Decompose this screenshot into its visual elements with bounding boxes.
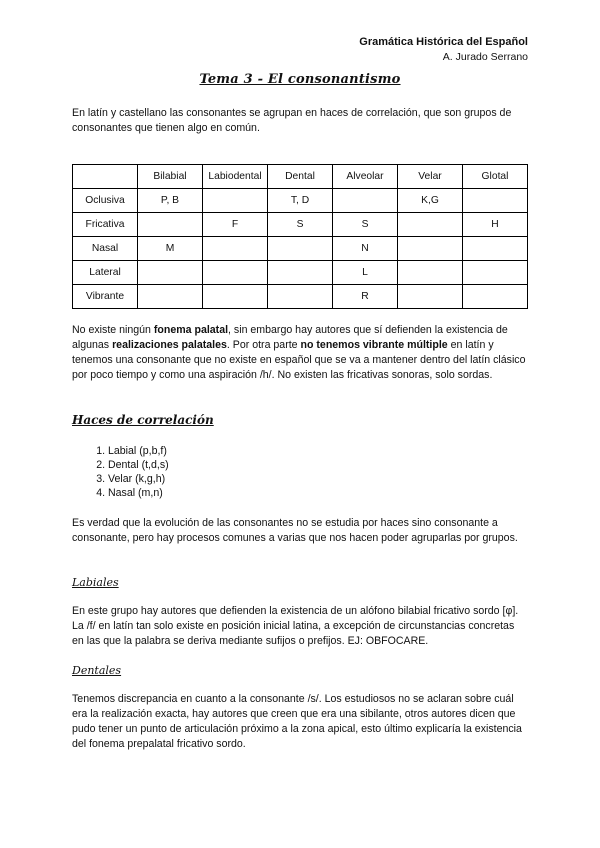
- list-item: 3. Velar (k,g,h): [108, 472, 169, 486]
- palatal-text-2: , sin embargo hay autores que sí defienden la existencia de algunas: [72, 324, 508, 351]
- list-item: 2. Dental (t,d,s): [108, 458, 169, 472]
- table-cell: [463, 261, 528, 285]
- table-cell: P, B: [138, 189, 203, 213]
- table-cell: [398, 285, 463, 309]
- table-cell: [203, 237, 268, 261]
- table-cell: K,G: [398, 189, 463, 213]
- table-header-row: [73, 165, 528, 189]
- table-cell: [268, 285, 333, 309]
- table-cell: [138, 285, 203, 309]
- palatal-bold-1: fonema palatal: [153, 324, 229, 336]
- dentales-paragraph: Tenemos discrepancia en cuanto a la consonante /s/. Los estudiosos no se aclaran sobre cuál era la realización exacta, hay autores que creen que era una sibilante, otros autores dicen que pudo tener un punto de articulación próximo a la zona apical, esto último explicaría la existencia del fonema prepalatal fricativo sordo.: [72, 693, 522, 750]
- table-cell: [398, 237, 463, 261]
- palatal-paragraph: [72, 323, 528, 383]
- palatal-bold-2: realizaciones palatales: [112, 339, 227, 351]
- table-cell: F: [203, 213, 268, 237]
- table-row-label: Lateral: [73, 261, 138, 285]
- haces-list: [72, 444, 169, 500]
- labiales-paragraph: En este grupo hay autores que defienden la existencia de un alófono bilabial fricativo sordo [φ]. La /f/ en latín tan solo existe en posición inicial latina, a excepción de circunstancias concretas en las que la palabra se deriva mediante sufijos o prefijos. EJ: OBFOCARE.: [72, 605, 519, 647]
- table-cell: H: [463, 213, 528, 237]
- table-cell: S: [333, 213, 398, 237]
- palatal-bold-3: no tenemos vibrante múltiple: [300, 339, 448, 351]
- table-row-label: Vibrante: [73, 285, 138, 309]
- table-header-cell: [73, 165, 138, 189]
- haces-heading: Haces de correlación: [72, 413, 214, 427]
- evolution-paragraph: Es verdad que la evolución de las consonantes no se estudia por haces sino consonante a consonante, pero hay procesos comunes a varias que nos hacen poder agruparlas por grupos.: [72, 517, 518, 544]
- table-cell: [463, 285, 528, 309]
- table-cell: [398, 261, 463, 285]
- table-row-label: Nasal: [73, 237, 138, 261]
- table-cell: [203, 189, 268, 213]
- table-header-cell: Glotal: [463, 165, 528, 189]
- table-row-label: Fricativa: [73, 213, 138, 237]
- table-cell: M: [138, 237, 203, 261]
- table-row: [73, 213, 528, 237]
- table-header-cell: Alveolar: [333, 165, 398, 189]
- table-header-cell: Bilabial: [138, 165, 203, 189]
- table-header-cell: Dental: [268, 165, 333, 189]
- labiales-heading: Labiales: [72, 576, 119, 589]
- table-cell: [463, 189, 528, 213]
- palatal-text-1: No existe ningún: [72, 324, 154, 336]
- table-cell: T, D: [268, 189, 333, 213]
- palatal-text-4: en latín y tenemos una consonante que no existe en español que se va a mantener dentro del latín clásico por poco tiempo y como una aspiración /h/. No existen las fricativas sonoras, solo sordas.: [72, 339, 526, 381]
- table-row: [73, 261, 528, 285]
- palatal-text-3: . Por otra parte: [226, 339, 301, 351]
- table-cell: R: [333, 285, 398, 309]
- intro-paragraph: En latín y castellano las consonantes se agrupan en haces de correlación, que son grupos de consonantes que tienen algo en común.: [72, 107, 512, 134]
- table-cell: [203, 261, 268, 285]
- table-cell: [268, 237, 333, 261]
- table-row: [73, 189, 528, 213]
- table-header-cell: Velar: [398, 165, 463, 189]
- table-row: [73, 237, 528, 261]
- table-row-label: Oclusiva: [73, 189, 138, 213]
- table-cell: [463, 237, 528, 261]
- consonant-table: [72, 164, 528, 309]
- table-row: [73, 285, 528, 309]
- table-cell: S: [268, 213, 333, 237]
- list-item: 1. Labial (p,b,f): [108, 444, 169, 458]
- table-cell: [268, 261, 333, 285]
- table-cell: [333, 189, 398, 213]
- document-title: Tema 3 - El consonantismo: [199, 72, 401, 87]
- table-cell: [138, 261, 203, 285]
- table-cell: L: [333, 261, 398, 285]
- table-cell: [398, 213, 463, 237]
- list-item: 4. Nasal (m,n): [108, 486, 169, 500]
- header-author: A. Jurado Serrano: [442, 51, 528, 63]
- table-cell: N: [333, 237, 398, 261]
- table-cell: [203, 285, 268, 309]
- table-cell: [138, 213, 203, 237]
- table-header-cell: Labiodental: [203, 165, 268, 189]
- header-course-title: Gramática Histórica del Español: [359, 36, 528, 48]
- dentales-heading: Dentales: [72, 664, 122, 677]
